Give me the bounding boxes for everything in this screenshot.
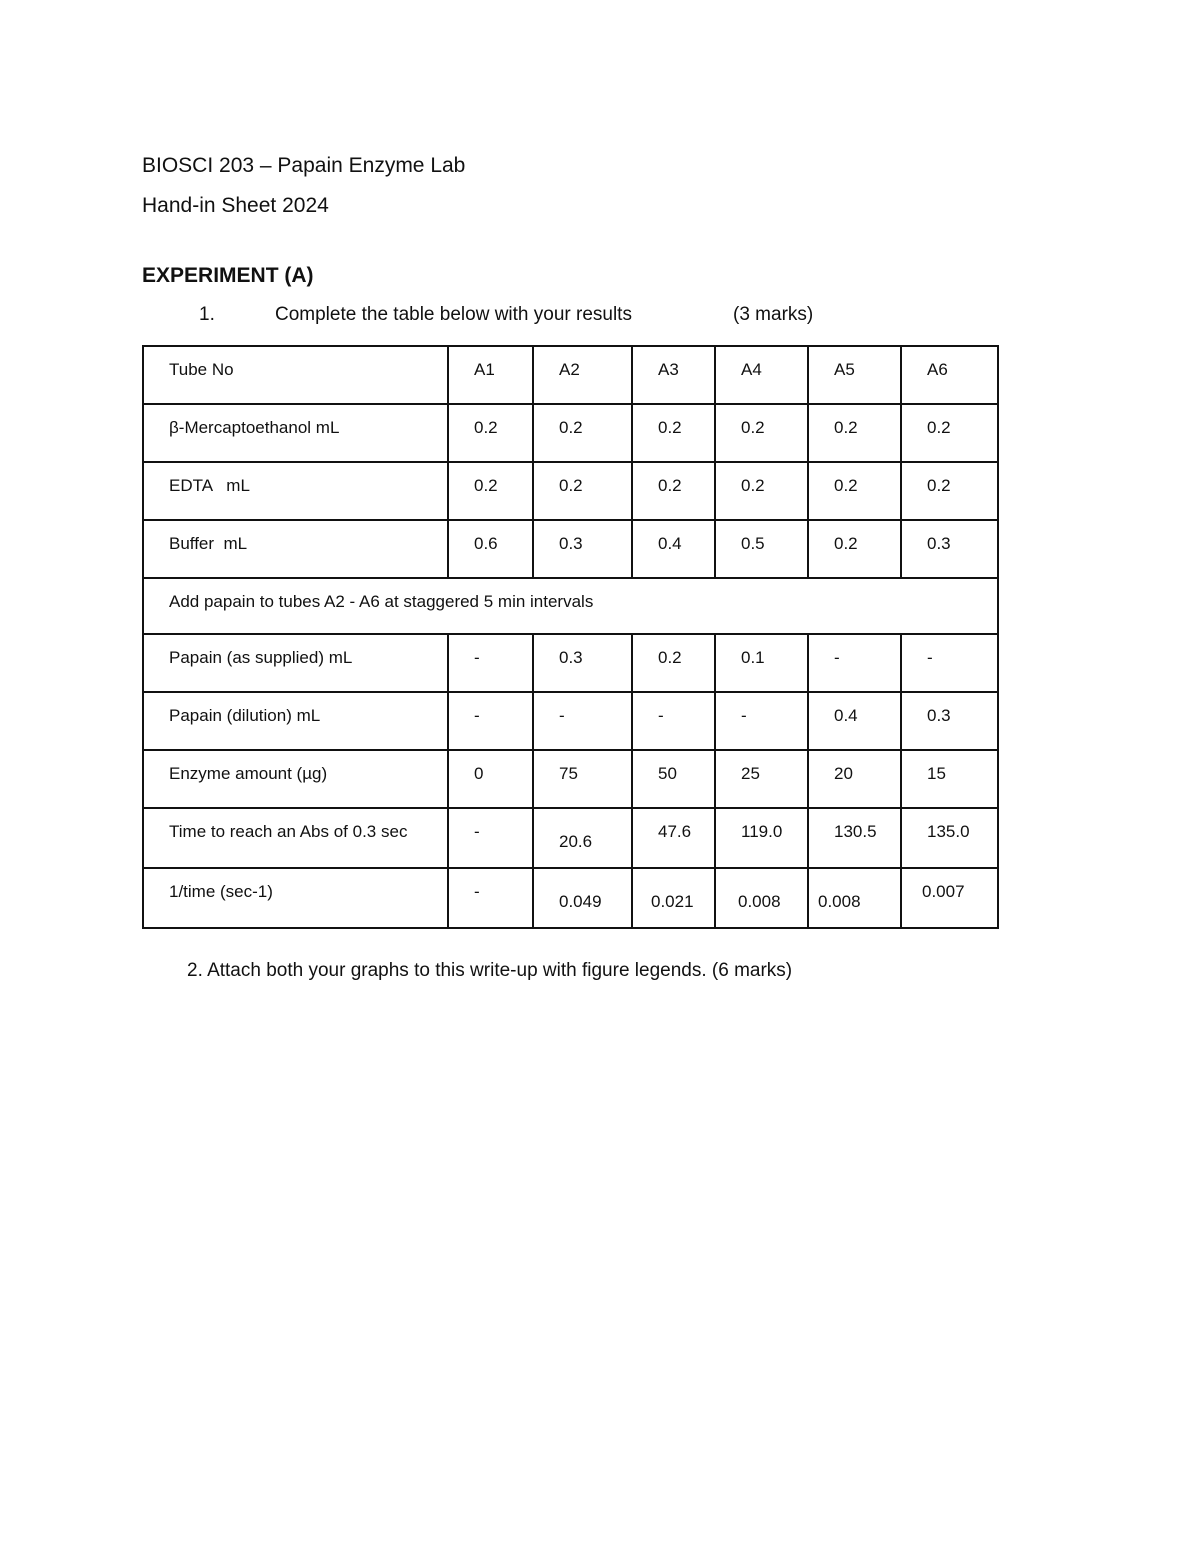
table-cell: 0.2 [901,462,998,520]
header-cell-a6: A6 [901,346,998,404]
table-cell: 135.0 [901,808,998,868]
table-cell: 0.021 [632,868,715,928]
table-cell: - [448,634,533,692]
header-cell-a1: A1 [448,346,533,404]
question-1-marks: (3 marks) [733,304,814,325]
table-row [143,692,998,750]
table-cell: 0.049 [533,868,632,928]
row-label: β-Mercaptoethanol mL [143,404,448,462]
table-cell: 0.2 [808,462,901,520]
table-cell: 0 [448,750,533,808]
table-cell: 0.2 [808,520,901,578]
table-cell: 47.6 [632,808,715,868]
table-cell: 0.2 [808,404,901,462]
table-cell: 0.3 [533,520,632,578]
papain-instruction-note: Add papain to tubes A2 - A6 at staggered 5 min intervals [143,578,998,634]
table-cell: - [448,808,533,868]
table-cell: 50 [632,750,715,808]
table-row [143,634,998,692]
table-cell: 75 [533,750,632,808]
header-cell-tube-no: Tube No [143,346,448,404]
row-label: Time to reach an Abs of 0.3 sec [143,808,448,868]
table-cell: 0.5 [715,520,808,578]
experiment-heading: EXPERIMENT (A) [142,264,314,287]
table-row [143,808,998,868]
table-cell: 0.2 [533,462,632,520]
table-cell: - [901,634,998,692]
table-cell: 15 [901,750,998,808]
table-cell: 0.2 [448,404,533,462]
table-cell: 0.2 [901,404,998,462]
table-cell: 20.6 [533,808,632,868]
table-cell: 0.2 [533,404,632,462]
sheet-subtitle: Hand-in Sheet 2024 [142,194,329,217]
table-cell: 0.2 [448,462,533,520]
table-cell: 119.0 [715,808,808,868]
table-cell: 0.3 [901,692,998,750]
table-cell: 0.007 [901,868,998,928]
header-cell-a2: A2 [533,346,632,404]
table-header-row [143,346,998,404]
table-row [143,520,998,578]
table-cell: 0.2 [632,462,715,520]
table-cell: 0.4 [808,692,901,750]
table-cell: 0.2 [715,404,808,462]
table-cell: 0.2 [632,404,715,462]
table-cell: 0.6 [448,520,533,578]
course-title: BIOSCI 203 – Papain Enzyme Lab [142,154,466,177]
table-cell: - [533,692,632,750]
table-row [143,750,998,808]
question-2-text: 2. Attach both your graphs to this write-up with figure legends. (6 marks) [187,960,793,981]
row-label: EDTA mL [143,462,448,520]
table-cell: 20 [808,750,901,808]
table-row [143,404,998,462]
table-cell: 0.3 [901,520,998,578]
table-cell: - [632,692,715,750]
row-label: Papain (dilution) mL [143,692,448,750]
table-cell: - [448,868,533,928]
table-row [143,868,998,928]
row-label: 1/time (sec-1) [143,868,448,928]
header-cell-a5: A5 [808,346,901,404]
row-label: Enzyme amount (µg) [143,750,448,808]
table-cell: 0.4 [632,520,715,578]
table-cell: 25 [715,750,808,808]
table-cell: - [448,692,533,750]
table-cell: 130.5 [808,808,901,868]
row-label: Buffer mL [143,520,448,578]
table-cell: - [808,634,901,692]
table-cell: 0.1 [715,634,808,692]
table-cell: 0.2 [715,462,808,520]
question-1-number: 1. [199,304,215,325]
table-cell: 0.008 [715,868,808,928]
results-table [142,345,999,929]
question-1-text: Complete the table below with your results [275,304,632,325]
row-label: Papain (as supplied) mL [143,634,448,692]
table-row [143,462,998,520]
table-cell: 0.2 [632,634,715,692]
table-cell: - [715,692,808,750]
header-cell-a4: A4 [715,346,808,404]
table-span-row [143,578,998,634]
table-cell: 0.3 [533,634,632,692]
table-cell: 0.008 [808,868,901,928]
header-cell-a3: A3 [632,346,715,404]
